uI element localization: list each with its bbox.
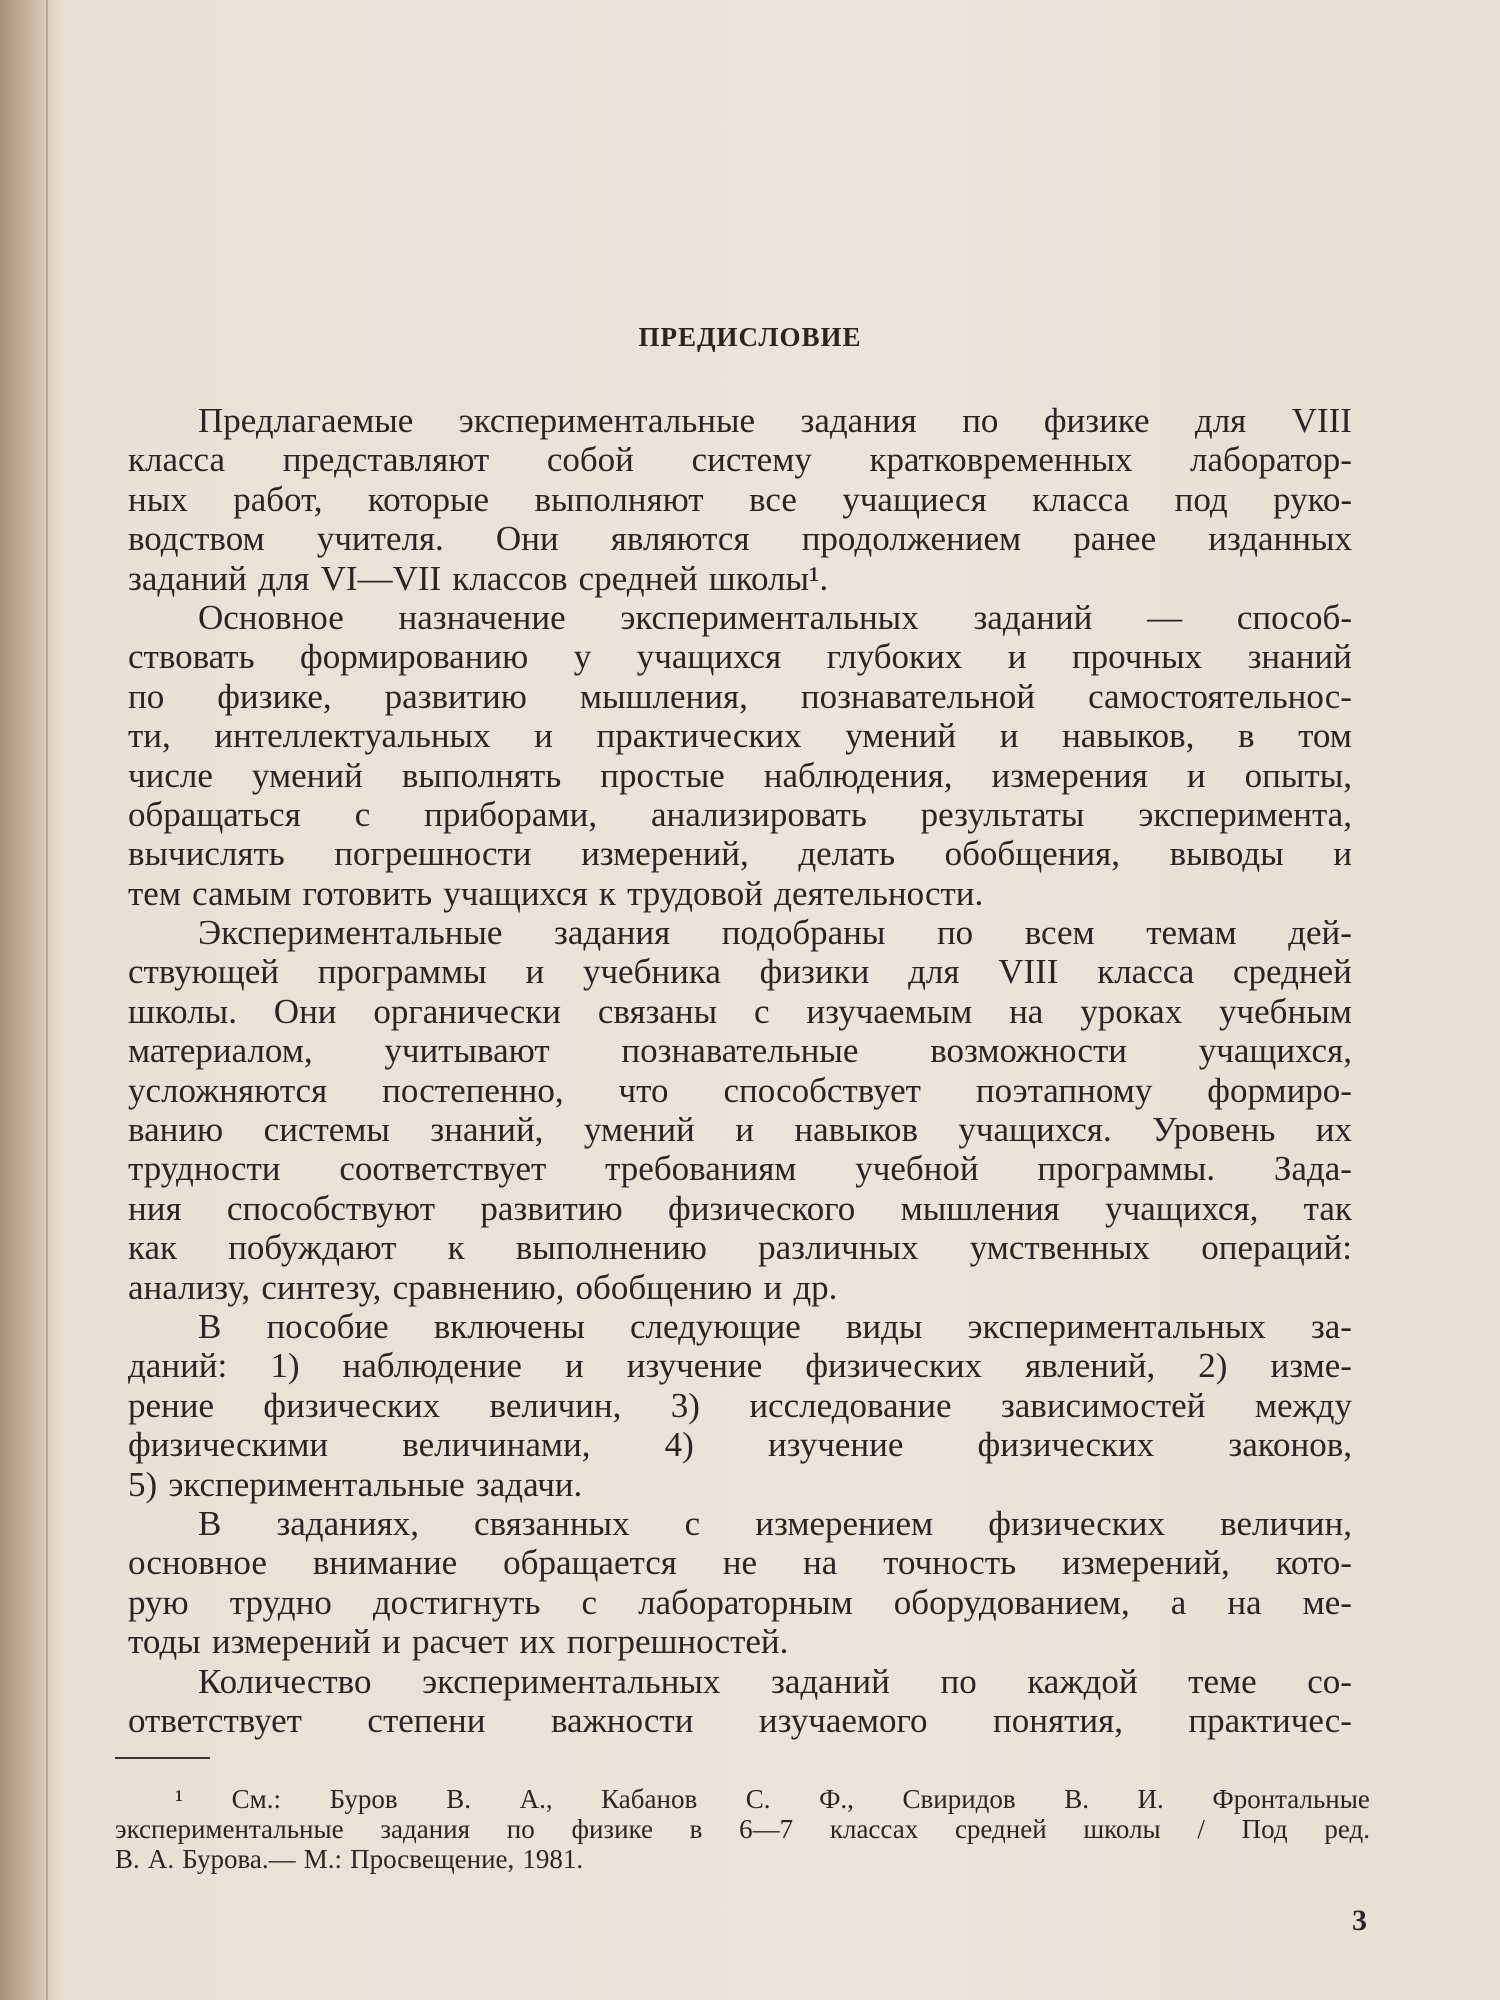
footnote — [115, 1784, 1370, 1874]
paragraph-3-line: ния способствуют развитию физического мышления учащихся, так — [128, 1188, 1352, 1228]
paragraph-6-line: ответствует степени важности изучаемого понятия, практичес- — [128, 1700, 1352, 1740]
footnote-line: экспериментальные задания по физике в 6—7 классах средней школы / Под ред. — [115, 1814, 1370, 1844]
paragraph-1-line: ных работ, которые выполняют все учащиеся класса под руко- — [128, 479, 1352, 519]
paragraph-3-line: анализу, синтезу, сравнению, обобщению и др. — [128, 1267, 838, 1307]
paragraph-3-line: усложняются постепенно, что способствует поэтапному формиро- — [128, 1070, 1352, 1110]
paragraph-1-line: водством учителя. Они являются продолжением ранее изданных — [128, 519, 1352, 559]
paragraph-4-line: физическими величинами, 4) изучение физических законов, — [128, 1425, 1352, 1465]
paragraph-2-line: по физике, развитию мышления, познавательной самостоятельнос- — [128, 676, 1352, 716]
paragraph-4-line: даний: 1) наблюдение и изучение физических явлений, 2) изме- — [128, 1346, 1352, 1386]
body-text — [128, 401, 1352, 1740]
paragraph-1-line: Предлагаемые экспериментальные задания по физике для VIII — [198, 401, 1352, 440]
paragraph-2-line: ти, интеллектуальных и практических умений и навыков, в том — [128, 716, 1352, 756]
paragraph-2-line: ствовать формированию у учащихся глубоких и прочных знаний — [128, 637, 1352, 677]
paragraph-3-line: как побуждают к выполнению различных умственных операций: — [128, 1228, 1352, 1268]
paragraph-3-line: школы. Они органически связаны с изучаемым на уроках учебным — [128, 991, 1352, 1031]
paragraph-6-line: Количество экспериментальных заданий по каждой теме со- — [198, 1661, 1352, 1701]
paragraph-3-line: Экспериментальные задания подобраны по всем темам дей- — [198, 913, 1352, 953]
paragraph-2-line: вычислять погрешности измерений, делать обобщения, выводы и — [128, 834, 1352, 874]
paragraph-5-line: В заданиях, связанных с измерением физических величин, — [198, 1503, 1352, 1543]
footnote-line: В. А. Бурова.— М.: Просвещение, 1981. — [115, 1844, 584, 1874]
paragraph-5-line: основное внимание обращается не на точность измерений, кото- — [128, 1543, 1352, 1583]
page-edge — [46, 0, 48, 2000]
paragraph-2-line: Основное назначение экспериментальных заданий — способ- — [198, 597, 1352, 637]
paragraph-3-line: материалом, учитывают познавательные возможности учащихся, — [128, 1031, 1352, 1071]
paragraph-4-line: 5) экспериментальные задачи. — [128, 1464, 583, 1504]
book-gutter-shadow — [0, 0, 58, 2000]
footnote-divider — [115, 1757, 210, 1759]
paragraph-1-line: заданий для VI—VII классов средней школы¹. — [128, 558, 829, 598]
footnote-line: ¹ См.: Буров В. А., Кабанов С. Ф., Свиридов В. И. Фронтальные — [175, 1784, 1370, 1814]
paragraph-2-line: числе умений выполнять простые наблюдения, измерения и опыты, — [128, 755, 1352, 795]
paragraph-2-line: обращаться с приборами, анализировать результаты эксперимента, — [128, 794, 1352, 834]
paragraph-1-line: класса представляют собой систему кратковременных лаборатор- — [128, 440, 1352, 480]
paragraph-3-line: ванию системы знаний, умений и навыков учащихся. Уровень их — [128, 1110, 1352, 1150]
paragraph-3-line: трудности соответствует требованиям учебной программы. Зада- — [128, 1149, 1352, 1189]
paragraph-2-line: тем самым готовить учащихся к трудовой деятельности. — [128, 873, 984, 913]
paragraph-4-line: В пособие включены следующие виды экспериментальных за- — [198, 1306, 1352, 1346]
paragraph-3-line: ствующей программы и учебника физики для VIII класса средней — [128, 952, 1352, 992]
page-heading: ПРЕДИСЛОВИЕ — [638, 322, 862, 352]
page-number: 3 — [1352, 1904, 1367, 1937]
paragraph-5-line: рую трудно достигнуть с лабораторным оборудованием, а на ме- — [128, 1582, 1352, 1622]
paragraph-5-line: тоды измерений и расчет их погрешностей. — [128, 1622, 789, 1662]
paragraph-4-line: рение физических величин, 3) исследование зависимостей между — [128, 1385, 1352, 1425]
